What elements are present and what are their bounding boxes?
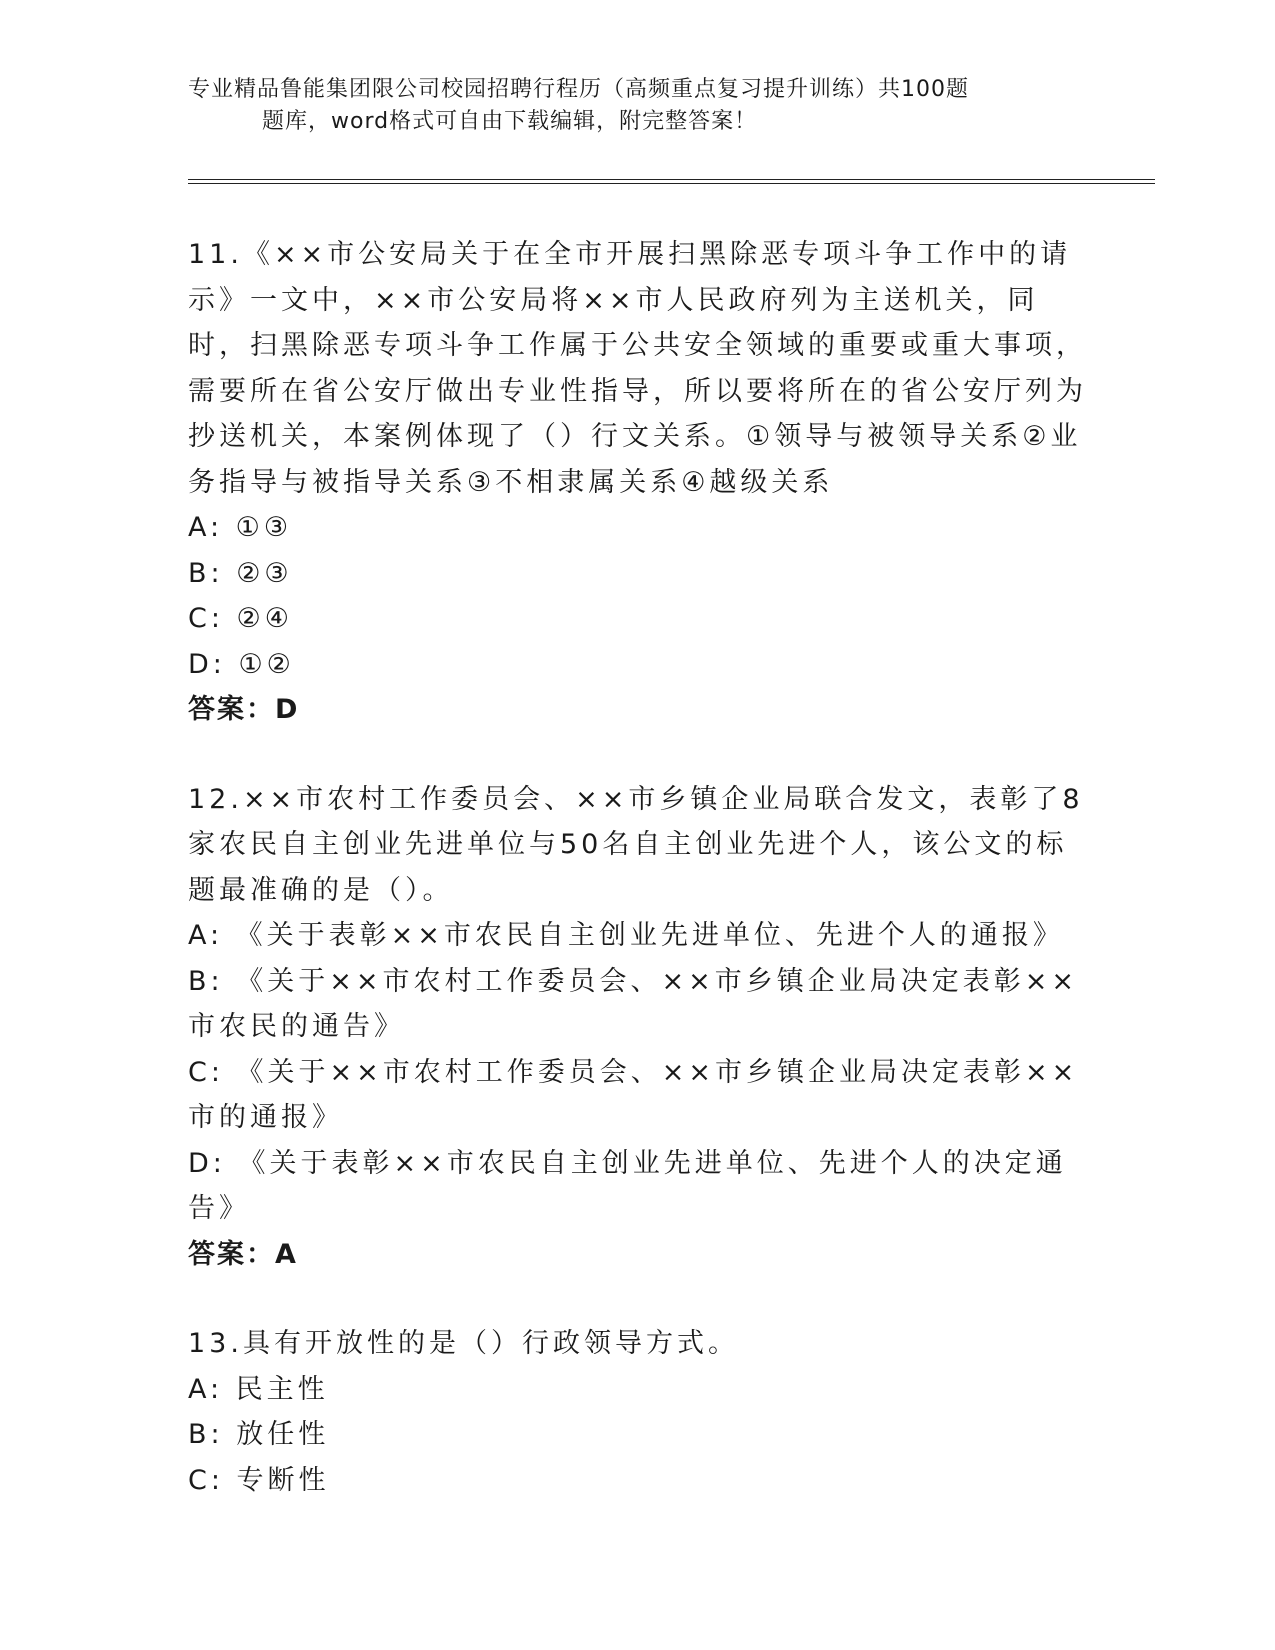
option-c: C: 《关于××市农村工作委员会、××市乡镇企业局决定表彰××市的通报》 [188, 1056, 1079, 1133]
header-divider-bottom [188, 183, 1155, 184]
option-b: B: 放任性 [188, 1419, 330, 1450]
question-stem: 12.××市农村工作委员会、××市乡镇企业局联合发文，表彰了8家农民自主创业先进单位与50名自主创业先进个人，该公文的标题最准确的是（）。 [188, 783, 1084, 906]
question-stem: 13.具有开放性的是（）行政领导方式。 [188, 1328, 739, 1359]
answer-line: 答案：D [188, 694, 300, 725]
document-header [188, 74, 1068, 138]
option-a: A: ①③ [188, 512, 293, 543]
option-b: B: ②③ [188, 557, 293, 589]
option-a: A: 民主性 [188, 1373, 329, 1405]
question-12 [188, 777, 1088, 1278]
question-13 [188, 1321, 1088, 1503]
option-b: B: 《关于××市农村工作委员会、××市乡镇企业局决定表彰××市农民的通告》 [188, 965, 1078, 1042]
question-11 [188, 232, 1088, 733]
question-spacer [188, 733, 1088, 777]
option-c: C: 专断性 [188, 1464, 330, 1496]
option-c: C: ②④ [188, 603, 293, 634]
header-title-line-1: 专业精品鲁能集团限公司校园招聘行程历（高频重点复习提升训练）共100题 [188, 77, 969, 102]
header-divider-top [188, 179, 1155, 180]
question-spacer [188, 1277, 1088, 1321]
option-a: A: 《关于表彰××市农民自主创业先进单位、先进个人的通报》 [188, 920, 1064, 951]
option-d: D: ①② [188, 648, 295, 680]
header-title-line-2: 题库，word格式可自由下载编辑，附完整答案！ [262, 109, 758, 134]
question-list [188, 232, 1088, 1503]
question-stem: 11.《××市公安局关于在全市开展扫黑除恶专项斗争工作中的请示》一文中，××市公安局将××市人民政府列为主送机关，同时，扫黑除恶专项斗争工作属于公共安全领域的重要或重大事项，需要所在省公安厅做出专业性指导，所以要将所在的省公安厅列为抄送机关，本案例体现了（）行文关系。①领导与被领导关系②业务指导与被指导关系③不相隶属关系④越级关系 [188, 239, 1087, 498]
answer-line: 答案：A [188, 1238, 298, 1270]
option-d: D: 《关于表彰××市农民自主创业先进单位、先进个人的决定通告》 [188, 1147, 1067, 1224]
